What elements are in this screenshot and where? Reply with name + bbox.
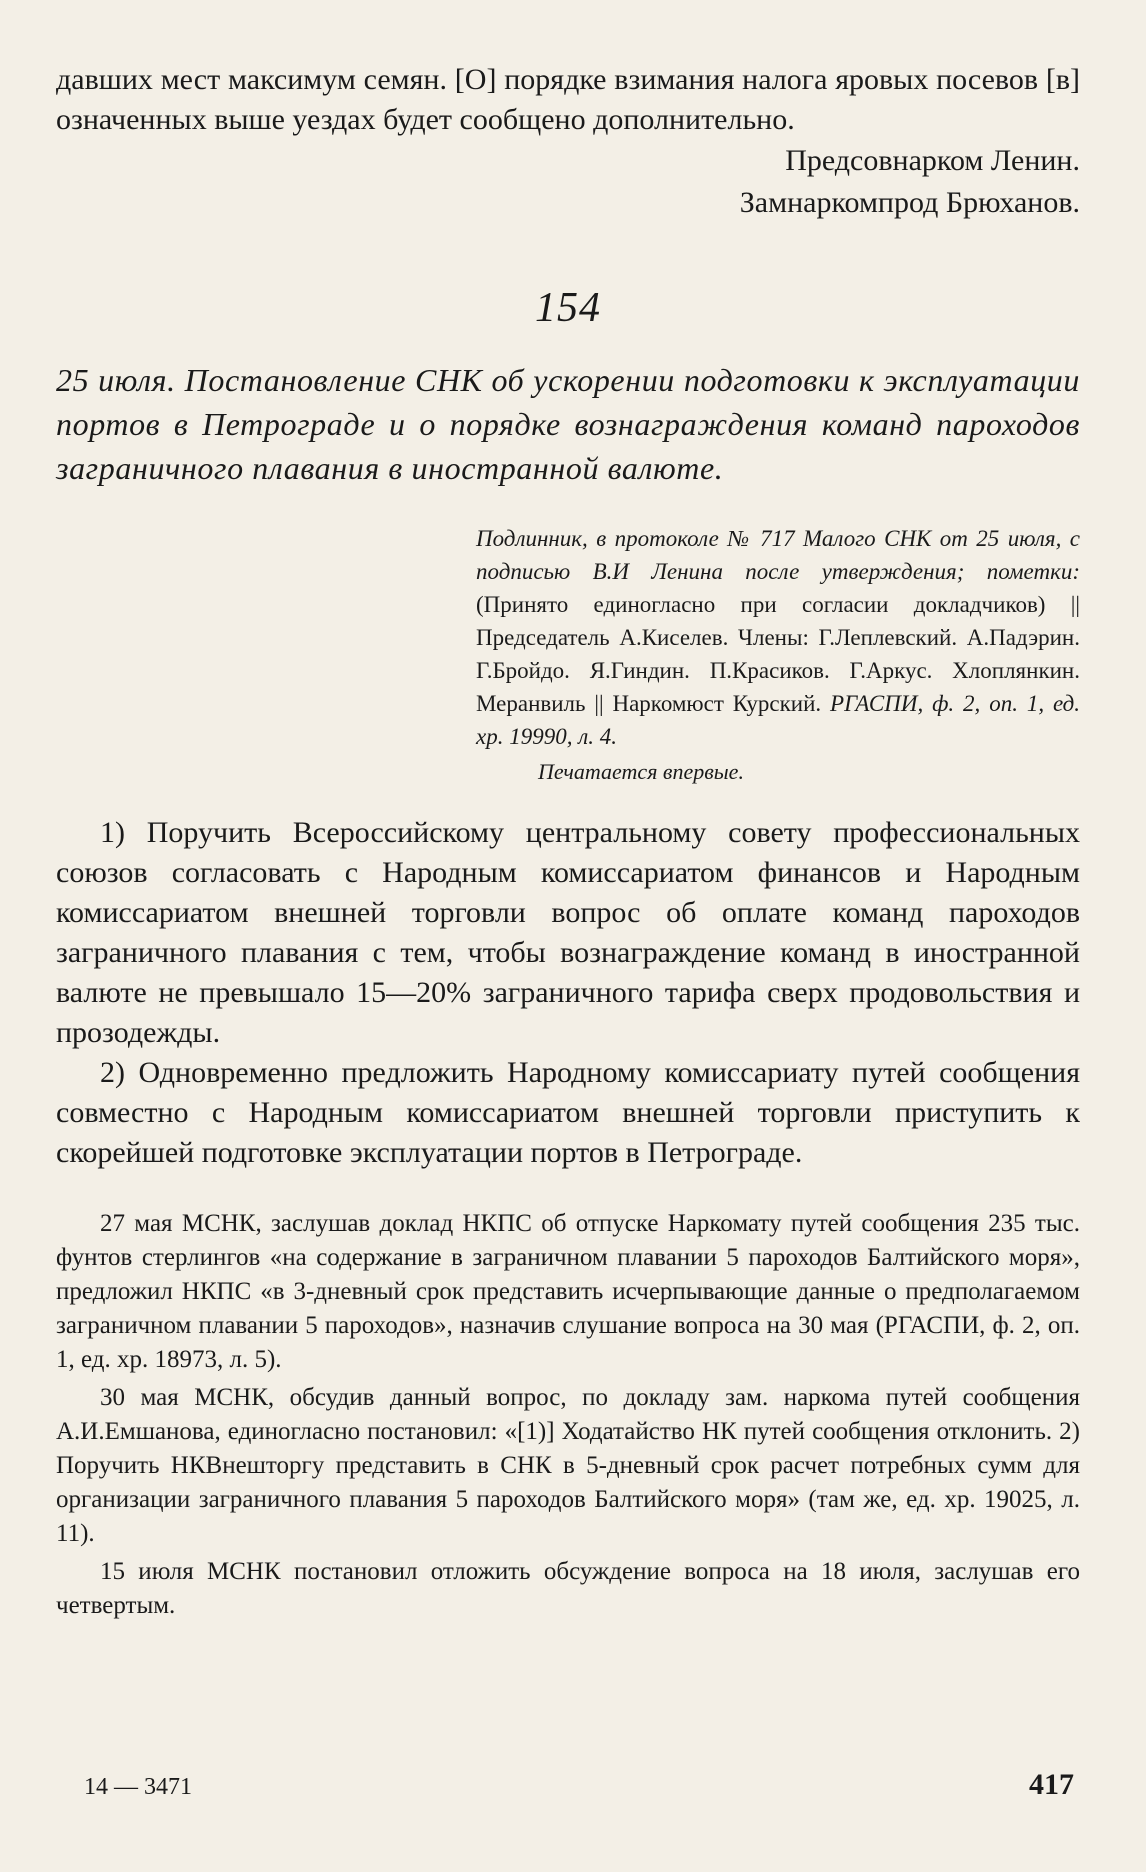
resolution-paragraph-2: 2) Одновременно предложить Народному комиссариату путей сообщения совместно с Народным комиссариатом внешней торговли приступить к скорейшей подготовке эксплуатации портов в Петрограде. — [56, 1056, 1080, 1169]
signature-bryukhanov: Замнаркомпрод Брюханов. — [739, 186, 1080, 219]
source-note-archive: РГАСПИ, ф. 2, оп. 1, ед. хр. 19990, л. 4. — [476, 691, 1080, 749]
resolution-body — [56, 813, 1080, 1173]
source-note-marks: (Принято единогласно при согласии докладчиков) || Председатель А.Киселев. Члены: Г.Леплевский. А.Падэрин. Г.Бройдо. Я.Гиндин. П.Красиков. Г.Аркус. Хлоплянкин. Меранвиль || Наркомюст Курский. — [476, 592, 1080, 716]
printed-first-note: Печатается впервые. — [538, 759, 744, 784]
resolution-paragraph-1: 1) Поручить Всероссийскому центральному совету профессиональных союзов согласовать с Народным комиссариатом финансов и Народным комиссариатом внешней торговли вопрос об оплате команд пароходов заграничного плавания с тем, чтобы вознаграждение команд в иностранной валюте не превышало 15—20% заграничного тарифа сверх продовольствия и прозодежды. — [56, 816, 1080, 1049]
print-code: 14 — 3471 — [84, 1774, 192, 1800]
commentary-note-3: 15 июля МСНК постановил отложить обсуждение вопроса на 18 июля, заслушав его четвертым. — [56, 1558, 1080, 1619]
page-content — [56, 60, 1080, 1627]
commentary-notes — [56, 1207, 1080, 1623]
commentary-note-1: 27 мая МСНК, заслушав доклад НКПС об отпуске Наркомату путей сообщения 235 тыс. фунтов стерлингов «на содержание в заграничном плавании 5 пароходов Балтийского моря», предложил НКПС «в 3-дневный срок представить исчерпывающие данные о предполагаемом заграничном плавании 5 пароходов», назначив слушание вопроса на 30 мая (РГАСПИ, ф. 2, оп. 1, ед. хр. 18973, л. 5). — [56, 1210, 1080, 1373]
document-number: 154 — [535, 285, 601, 331]
signature-lenin: Предсовнарком Ленин. — [785, 144, 1080, 177]
source-note — [476, 522, 1080, 753]
continuation-text: давших мест максимум семян. [О] порядке взимания налога яровых посевов [в] означенных выше уездах будет сообщено дополнительно. — [56, 63, 1080, 136]
page-number: 417 — [1029, 1768, 1074, 1801]
document-title: 25 июля. Постановление СНК об ускорении подготовки к эксплуатации портов в Петрограде и о порядке вознаграждения команд пароходов заграничного плавания в иностранной валюте. — [56, 362, 1080, 486]
source-note-italic: Подлинник, в протоколе № 717 Малого СНК от 25 июля, с подписью В.И Ленина после утверждения; пометки: — [476, 526, 1080, 584]
commentary-note-2: 30 мая МСНК, обсудив данный вопрос, по докладу зам. наркома путей сообщения А.И.Емшанова, единогласно постановил: «[1)] Ходатайство НК путей сообщения отклонить. 2) Поручить НКВнешторгу представить в СНК в 5-дневный срок расчет потребных сумм для организации заграничного плавания 5 пароходов Балтийского моря» (там же, ед. хр. 19025, л. 11). — [56, 1384, 1080, 1547]
